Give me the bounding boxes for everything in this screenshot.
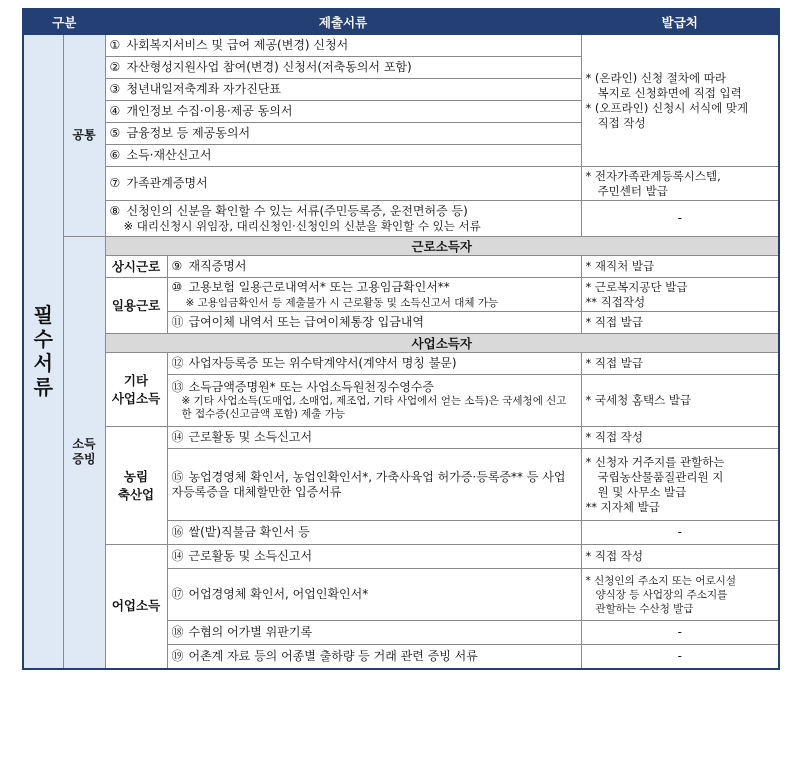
item-text: 농업경영체 확인서, 농업인확인서*, 가축사육업 허가증·등록증** 등 사업자등록증을 대체할만한 입증서류 [171,469,566,499]
issuer-cell: * 직접 작성 [581,427,779,449]
issuer-line: 양식장 등 사업장의 주소지를 [595,588,728,601]
item-text: 급여이체 내역서 또는 급여이체통장 입금내역 [188,315,425,329]
required-documents-label [23,35,63,669]
list-item [105,79,581,101]
issuer-cell [581,449,779,521]
issuer-line: 관할하는 수산청 발급 [595,602,694,615]
section-earned-income: 근로소득자 [105,237,779,256]
table-row [23,201,779,237]
table-row [23,278,779,312]
label-line: 사업소득 [111,390,161,406]
issuer-line: * 신청인의 주소지 또는 어로시설 [585,574,736,587]
table-row [23,545,779,569]
item-number: ② [109,60,121,74]
list-item [167,521,581,545]
item-number: ⑤ [109,126,121,140]
table-row [23,427,779,449]
item-text: 신청인의 신분을 확인할 수 있는 서류(주민등록증, 운전면허증 등) [126,203,468,218]
item-number: ③ [109,82,121,96]
label-line: 농림 [123,468,149,484]
common-label: 공통 [63,35,105,237]
list-item [167,312,581,334]
issuer-line: ** 지자체 발급 [585,499,660,514]
header-documents: 제출서류 [105,9,581,35]
item-text: 개인정보 수집·이용·제공 동의서 [126,104,293,118]
item-number: ⑲ [171,648,184,663]
issuer-line: * 전자가족관계등록시스템, [585,168,721,183]
header-row [23,9,779,35]
item-number: ⑨ [171,259,183,273]
issuer-line: 원 및 사무소 발급 [597,484,687,499]
issuer-line: 국립농산물품질관리원 지 [597,469,724,484]
other-business-label [105,353,167,427]
issuer-cell [581,278,779,312]
item-text: 가족관계증명서 [126,176,208,190]
table-row [23,256,779,278]
item-text: 근로활동 및 소득신고서 [188,430,313,444]
list-item [105,201,581,237]
item-number: ⑫ [171,356,184,370]
item-number: ⑯ [171,525,184,539]
list-item [167,621,581,645]
issuer-cell: - [581,621,779,645]
issuer-line: * (온라인) 신청 절차에 따라 [585,70,726,85]
issuer-line: 복지로 신청화면에 직접 입력 [597,85,742,100]
label-line: 축산업 [117,486,155,502]
item-text: 재직증명서 [188,259,247,273]
list-item [105,57,581,79]
item-number: ⑮ [171,469,184,484]
list-item [167,569,581,621]
section-business-income: 사업소득자 [105,334,779,353]
item-note: ※ 고용임금확인서 등 제출불가 시 근로활동 및 소득신고서 대체 가능 [185,296,499,309]
item-text: 고용보험 일용근로내역서* 또는 고용임금확인서** [188,279,450,294]
item-text: 어촌계 자료 등의 어종별 출하량 등 거래 관련 증빙 서류 [188,648,478,663]
document-table-wrapper [22,8,778,670]
required-documents-table [22,8,780,670]
item-number: ⑬ [171,380,184,394]
header-category: 구분 [23,9,105,35]
list-item [105,123,581,145]
agriculture-label [105,427,167,545]
label-line: 기타 [123,372,149,388]
list-item [105,167,581,201]
issuer-id: - [581,201,779,237]
common-issuer-online-offline [581,35,779,167]
item-text: 근로활동 및 소득신고서 [188,549,313,563]
item-number: ⑧ [109,203,121,218]
list-item [167,278,581,312]
item-number: ⑩ [171,279,183,294]
issuer-cell: - [581,645,779,669]
list-item [167,256,581,278]
item-number: ⑭ [171,549,184,563]
item-text: 청년내일저축계좌 자가진단표 [126,82,282,96]
issuer-cell: * 직접 발급 [581,312,779,334]
issuer-line: 주민센터 발급 [597,183,668,198]
item-text: 수협의 어가별 위판기록 [188,625,313,639]
item-text: 금융정보 등 제공동의서 [126,126,251,140]
issuer-cell [581,569,779,621]
issuer-line: * 신청자 거주지를 관할하는 [585,454,725,469]
item-number: ④ [109,104,121,118]
item-number: ① [109,38,121,52]
required-label-text: 필수서류 [33,303,53,400]
issuer-line: * (오프라인) 신청시 서식에 맞게 [585,100,749,115]
item-number: ⑪ [171,315,184,329]
item-text: 소득·재산신고서 [126,148,212,162]
issuer-cell: * 직접 작성 [581,545,779,569]
table-row [23,353,779,375]
item-number: ⑰ [171,587,184,601]
item-text: 사업자등록증 또는 위수탁계약서(계약서 명칭 불문) [188,356,457,370]
section-row-business [23,334,779,353]
section-row-earned [23,237,779,256]
issuer-cell: - [581,521,779,545]
list-item [167,645,581,669]
item-text: 사회복지서비스 및 급여 제공(변경) 신청서 [126,38,349,52]
list-item [105,35,581,57]
list-item [105,145,581,167]
issuer-cell: * 국세청 홈택스 발급 [581,375,779,427]
list-item [167,449,581,521]
list-item [167,375,581,427]
item-text: 자산형성지원사업 참여(변경) 신청서(저축동의서 포함) [126,60,412,74]
item-number: ⑱ [171,625,184,639]
header-issuer: 발급처 [581,9,779,35]
table-row [23,167,779,201]
regular-work-label: 상시근로 [105,256,167,278]
item-number: ⑥ [109,148,121,162]
issuer-line: ** 직접작성 [585,294,646,309]
table-row [23,35,779,57]
item-note: ※ 대리신청시 위임장, 대리신청인·신청인의 신분을 확인할 수 있는 서류 [123,218,481,233]
daily-work-label: 일용근로 [105,278,167,334]
fishery-label: 어업소득 [105,545,167,669]
item-text: 어업경영체 확인서, 어업인확인서* [188,587,369,601]
list-item [167,353,581,375]
issuer-cell: * 직접 발급 [581,353,779,375]
issuer-line: 직접 작성 [597,115,646,130]
issuer-line: * 근로복지공단 발급 [585,279,688,294]
item-text: 쌀(밭)직불금 확인서 등 [188,525,310,539]
list-item [167,545,581,569]
item-number: ⑭ [171,430,184,444]
issuer-cell: * 재직처 발급 [581,256,779,278]
income-proof-label [63,237,105,669]
list-item [167,427,581,449]
issuer-family-relation [581,167,779,201]
item-note: ※ 기타 사업소득(도매업, 소매업, 제조업, 기타 사업에서 얻는 소득)은 국세청에 신고한 접수증(신고금액 포함) 제출 가능 [181,395,567,420]
item-number: ⑦ [109,176,121,190]
item-text: 소득금액증명원* 또는 사업소득원천징수영수증 [188,380,434,394]
income-label-text: 소득증빙 [72,437,96,467]
list-item [105,101,581,123]
